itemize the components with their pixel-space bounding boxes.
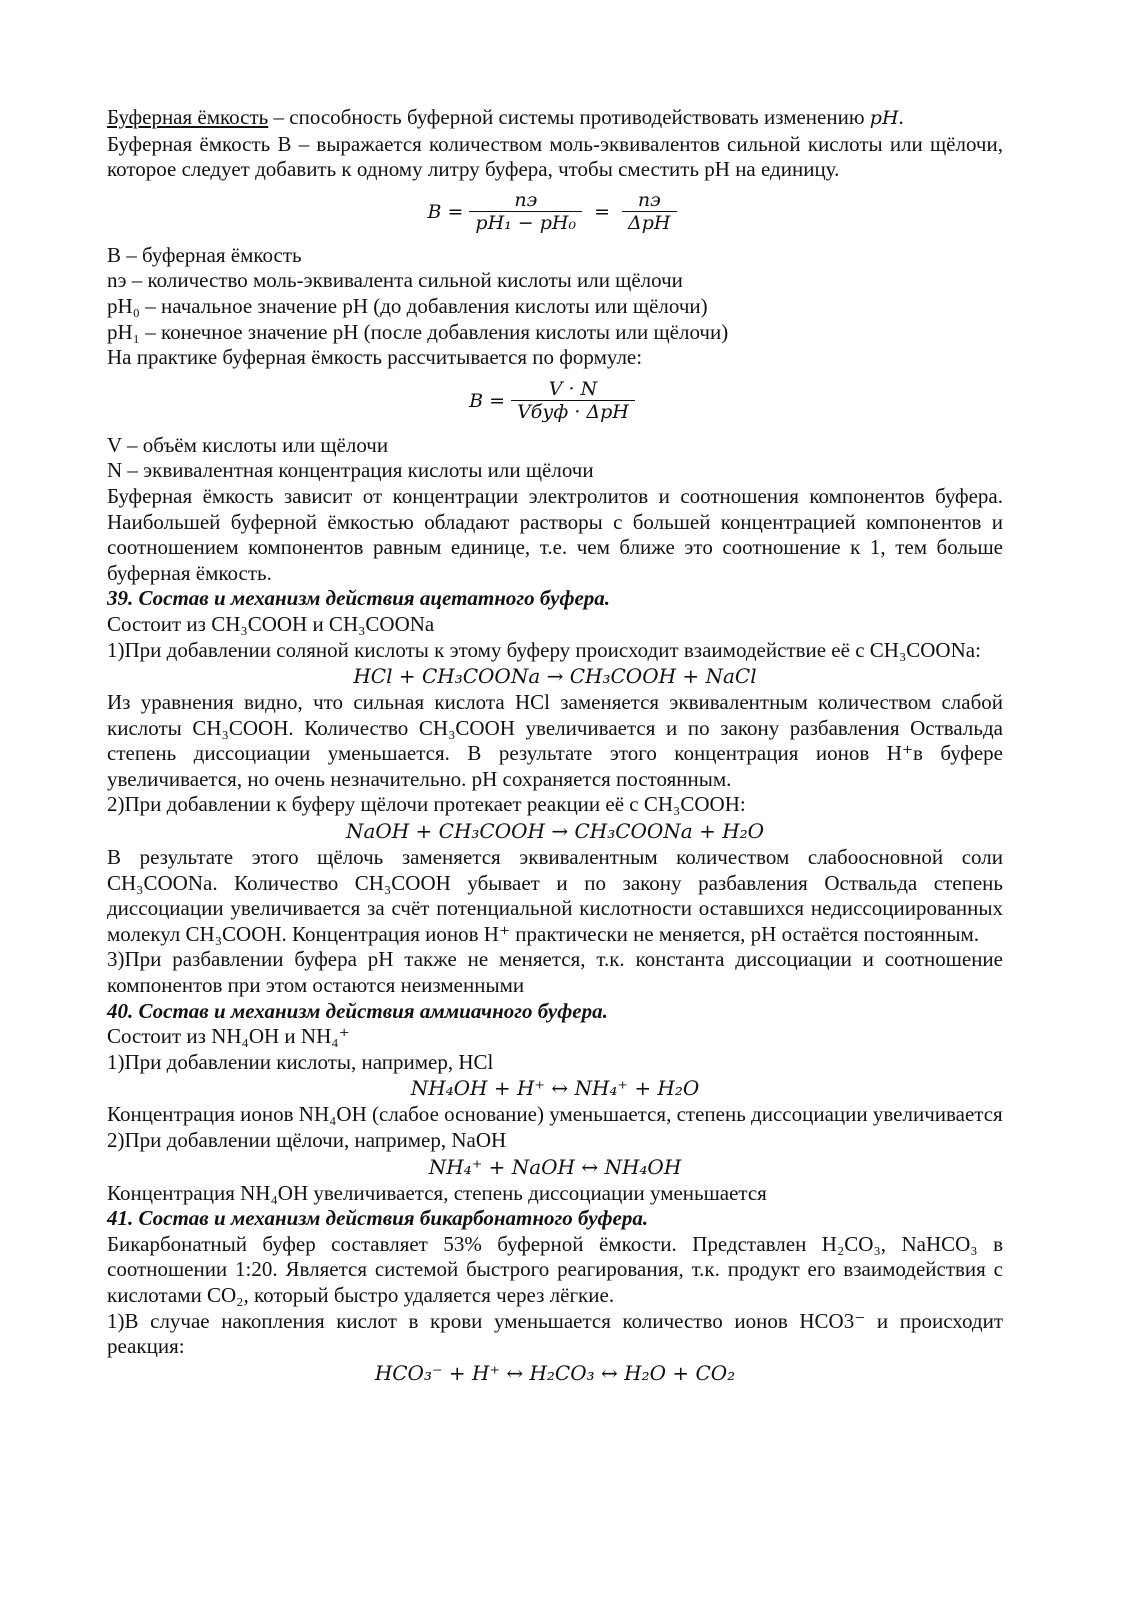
paragraph: Концентрация ионов NH₄OH (слабое основание) уменьшается, степень диссоциации увеличивается	[107, 1102, 1003, 1127]
paragraph: Концентрация NH₄OH увеличивается, степень диссоциации уменьшается	[107, 1180, 767, 1205]
paragraph: Бикарбонатный буфер составляет 53% буферной ёмкости. Представлен H₂CO₃, NaHCO₃ в соотношении 1:20. Является системой быстрого реагирования, т.к. продукт его взаимодействия с кислотами CO₂, который быстро удаляется через лёгкие.	[107, 1231, 1003, 1307]
legend-line: N – эквивалентная концентрация кислоты или щёлочи	[107, 458, 594, 483]
formula-practical: B = $\frac{V \cdot N}{\text{Vбуф · ΔpH}}$	[107, 371, 1003, 433]
paragraph: 2)При добавлении к буферу щёлочи протекает реакции её с CH₃COOH:	[107, 792, 746, 817]
legend-line: B – буферная ёмкость	[107, 242, 302, 267]
legend-line: pH₀ – начальное значение pH (до добавления кислоты или щёлочи)	[107, 293, 708, 318]
paragraph: Состоит из NH₄OH и NH₄⁺	[107, 1024, 350, 1049]
paragraph: Из уравнения видно, что сильная кислота HCl заменяется эквивалентным количеством слабой кислоты CH₃COOH. Количество CH₃COOH увеличивается и по закону разбавления Оствальда степень диссоциации уменьшается. В результате этого концентрация ионов H⁺в буфере увеличивается, но очень незначительно. pH сохраняется постоянным.	[107, 690, 1003, 791]
legend-line: V – объём кислоты или щёлочи	[107, 432, 389, 457]
intro-paragraph: Буферная ёмкость B – выражается количеством моль-эквивалентов сильной кислоты или щёлочи, которое следует добавить к одному литру буфера, чтобы сместить pH на единицу.	[107, 131, 1003, 182]
section-heading-40: 40. Состав и механизм действия аммиачного буфера.	[107, 998, 608, 1023]
paragraph: 1)В случае накопления кислот в крови уменьшается количество ионов HCO3⁻ и происходит реакция:	[107, 1308, 1003, 1359]
paragraph: Состоит из CH₃COOH и CH₃COONa	[107, 611, 435, 636]
fraction: $\frac{V \cdot N}{\text{Vбуф · ΔpH}}$	[511, 379, 635, 424]
section-heading-39: 39. Состав и механизм действия ацетатного буфера.	[107, 586, 611, 611]
equation: NH₄OH + H⁺ ↔ NH₄⁺ + H₂O	[410, 1076, 700, 1101]
legend-line: pH₁ – конечное значение pH (после добавления кислоты или щёлочи)	[107, 319, 729, 344]
fraction: $\frac{nэ}{\text{ΔpH}}$	[622, 190, 676, 235]
formula-buffer-capacity: B = $\frac{nэ}{\text{pH₁ − pH₀}}$ = $\frac{nэ}{\text{ΔpH}}$	[107, 183, 1003, 243]
section-heading-41: 41. Состав и механизм действия бикарбонатного буфера.	[107, 1206, 649, 1231]
equation: HCl + CH₃COONa → CH₃COOH + NaCl	[353, 664, 757, 689]
paragraph: 1)При добавлении кислоты, например, HCl	[107, 1049, 494, 1074]
equation: NH₄⁺ + NaOH ↔ NH₄OH	[428, 1154, 682, 1179]
legend-line: nэ – количество моль-эквивалента сильной кислоты или щёлочи	[107, 268, 683, 293]
fraction: $\frac{nэ}{\text{pH₁ − pH₀}}$	[469, 190, 582, 235]
paragraph-capacity: Буферная ёмкость зависит от концентрации электролитов и соотношения компонентов буфера. Наибольшей буферной ёмкостью обладают растворы с большей концентрацией компонентов и соотношением компонентов равным единице, т.е. чем ближе это соотношение к 1, тем больше буферная ёмкость.	[107, 483, 1003, 585]
legend-line: На практике буферная ёмкость рассчитывается по формуле:	[107, 345, 643, 370]
intro-definition: Буферная ёмкость – способность буферной системы противодействовать изменению pH.	[107, 105, 904, 129]
term-buffer-capacity: Буферная ёмкость	[107, 105, 269, 129]
equation: HCO₃⁻ + H⁺ ↔ H₂CO₃ ↔ H₂O + CO₂	[374, 1360, 736, 1385]
paragraph: 1)При добавлении соляной кислоты к этому буферу происходит взаимодействие её с CH₃COONa:	[107, 637, 981, 662]
equation: NaOH + CH₃COOH → CH₃COONa + H₂O	[345, 819, 765, 844]
document-page	[107, 105, 1003, 1387]
paragraph: В результате этого щёлочь заменяется эквивалентным количеством слабоосновной соли CH₃COONa. Количество CH₃COOH убывает и по закону разбавления Оствальда степень диссоциации увеличивается за счёт потенциальной кислотности оставшихся недиссоциированных молекул CH₃COOH. Концентрация ионов H⁺ практически не меняется, pH остаётся постоянным.	[107, 845, 1003, 946]
paragraph: 3)При разбавлении буфера pH также не меняется, т.к. константа диссоциации и соотношение компонентов при этом остаются неизменными	[107, 947, 1003, 998]
paragraph: 2)При добавлении щёлочи, например, NaOH	[107, 1128, 507, 1152]
